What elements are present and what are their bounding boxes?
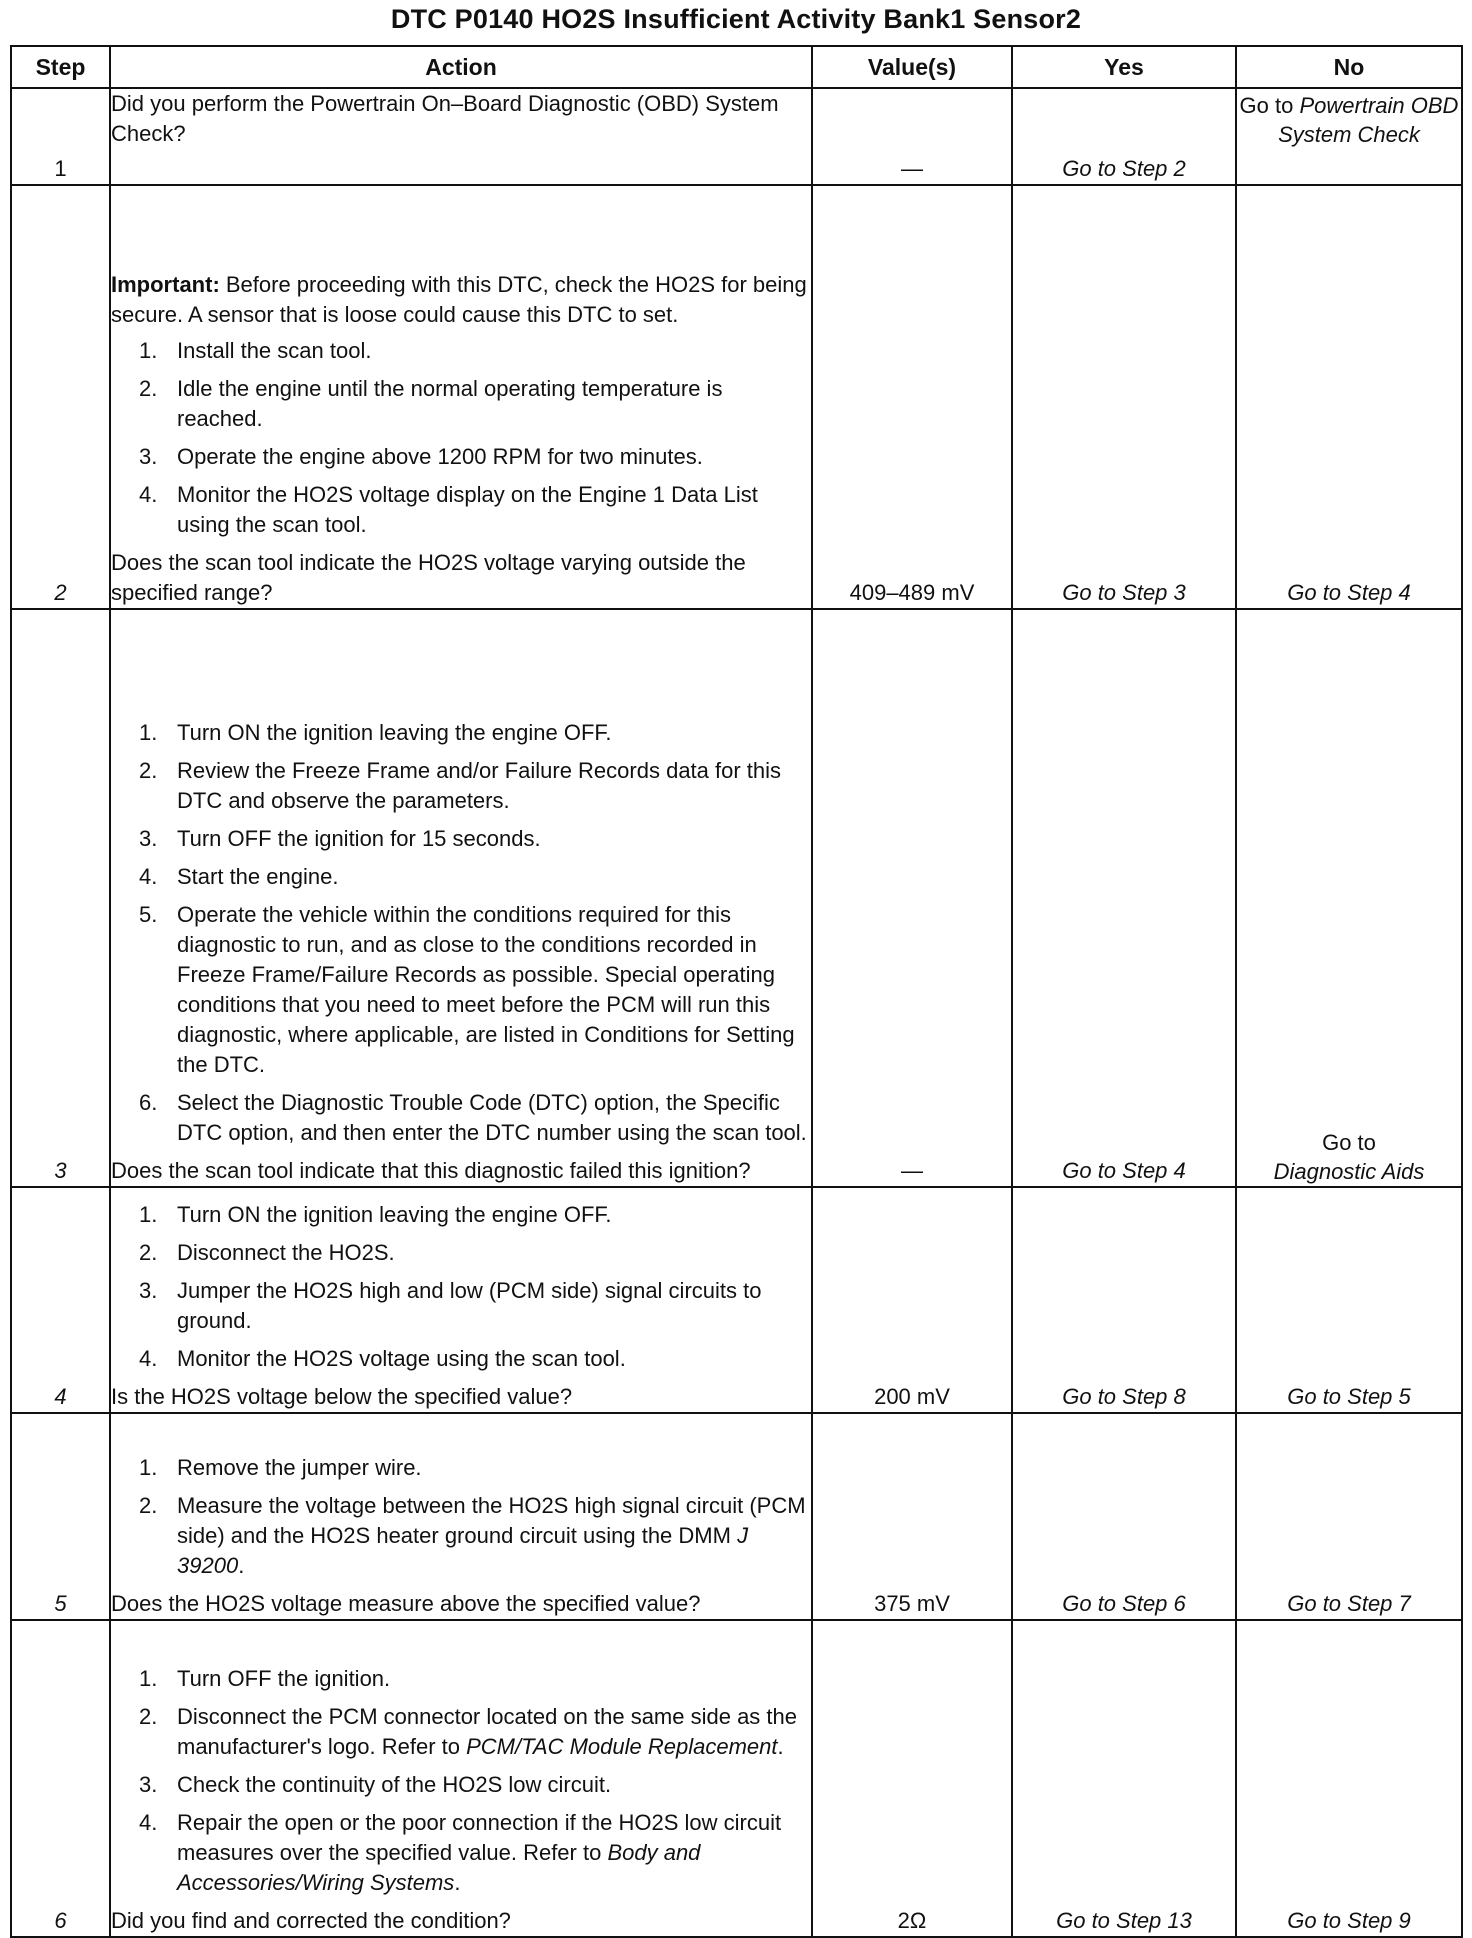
- value-cell: 200 mV: [812, 1187, 1012, 1413]
- list-item: 2. Disconnect the HO2S.: [139, 1240, 395, 1265]
- list-item: 2. Idle the engine until the normal operating temperature is reached.: [139, 376, 723, 431]
- no-prefix: Go to: [1322, 1130, 1376, 1155]
- question-text: Did you find and corrected the condition?: [111, 1908, 511, 1933]
- header-action: Action: [110, 46, 812, 88]
- list-item: 2. Review the Freeze Frame and/or Failure Records data for this DTC and observe the parameters.: [139, 758, 782, 813]
- value-cell: 375 mV: [812, 1413, 1012, 1620]
- list-item: 1. Turn ON the ignition leaving the engine OFF.: [139, 720, 612, 745]
- no-link: Diagnostic Aids: [1273, 1159, 1425, 1184]
- list-item: 1. Remove the jumper wire.: [139, 1455, 422, 1480]
- yes-cell: Go to Step 6: [1012, 1413, 1236, 1620]
- table-row: [11, 88, 1462, 185]
- action-cell: [110, 609, 812, 1187]
- no-prefix: Go to: [1239, 93, 1294, 118]
- step-number: 3: [11, 609, 110, 1187]
- list-item: 5. Operate the vehicle within the conditions required for this diagnostic to run, and as close to the conditions recorded in Freeze Frame/Failure Records as possible. Special operating conditions that you need to meet before the PCM will run this diagnostic, where applicable, are listed in Conditions for Setting the DTC.: [139, 902, 795, 1077]
- no-cell: Go to Step 9: [1236, 1620, 1462, 1937]
- yes-cell: Go to Step 13: [1012, 1620, 1236, 1937]
- table-row: [11, 1620, 1462, 1937]
- step-number: 5: [11, 1413, 110, 1620]
- page-title: DTC P0140 HO2S Insufficient Activity Bank1 Sensor2: [390, 4, 1082, 34]
- list-item: 3. Turn OFF the ignition for 15 seconds.: [139, 826, 541, 851]
- list-item: 3. Check the continuity of the HO2S low circuit.: [139, 1772, 612, 1797]
- step-number: 4: [11, 1187, 110, 1413]
- list-item: 2. Disconnect the PCM connector located on the same side as the manufacturer's logo. Refer to PCM/TAC Module Replacement.: [139, 1704, 798, 1759]
- no-cell: Go to Step 5: [1236, 1187, 1462, 1413]
- list-item: 4. Monitor the HO2S voltage display on the Engine 1 Data List using the scan tool.: [139, 482, 758, 537]
- step-list: [111, 718, 811, 1148]
- action-cell: [110, 1620, 812, 1937]
- step-list: [111, 1453, 811, 1581]
- list-item: 4. Repair the open or the poor connection if the HO2S low circuit measures over the specified value. Refer to Body and Accessories/Wiring Systems.: [139, 1810, 782, 1895]
- yes-cell: Go to Step 3: [1012, 185, 1236, 609]
- list-item: 1. Turn ON the ignition leaving the engine OFF.: [139, 1202, 612, 1227]
- value-cell: 2Ω: [812, 1620, 1012, 1937]
- table-row: [11, 1187, 1462, 1413]
- step-number: 6: [11, 1620, 110, 1937]
- important-text: Before proceeding with this DTC, check the HO2S for being secure. A sensor that is loose could cause this DTC to set.: [111, 272, 807, 327]
- table-row: [11, 609, 1462, 1187]
- yes-cell: Go to Step 4: [1012, 609, 1236, 1187]
- yes-cell: Go to Step 2: [1012, 88, 1236, 185]
- list-item: 4. Monitor the HO2S voltage using the scan tool.: [139, 1346, 626, 1371]
- step-number: 1: [11, 88, 110, 185]
- action-cell: [110, 185, 812, 609]
- list-item: 6. Select the Diagnostic Trouble Code (DTC) option, the Specific DTC option, and then enter the DTC number using the scan tool.: [139, 1090, 807, 1145]
- list-item: 4. Start the engine.: [139, 864, 339, 889]
- header-row: [11, 46, 1462, 88]
- question-text: Does the scan tool indicate the HO2S voltage varying outside the specified range?: [111, 550, 746, 605]
- header-step: Step: [11, 46, 110, 88]
- list-item: 2. Measure the voltage between the HO2S high signal circuit (PCM side) and the HO2S heater ground circuit using the DMM J 39200.: [139, 1493, 806, 1578]
- action-cell: [110, 88, 812, 185]
- step-list: [111, 336, 811, 540]
- header-no: No: [1236, 46, 1462, 88]
- important-note: [111, 270, 811, 330]
- diagnostic-table: [10, 45, 1463, 1938]
- important-label: Important:: [111, 272, 220, 297]
- no-cell: Go to Step 4: [1236, 185, 1462, 609]
- question-text: Does the HO2S voltage measure above the specified value?: [111, 1591, 701, 1616]
- no-cell: Go to Step 7: [1236, 1413, 1462, 1620]
- action-cell: [110, 1413, 812, 1620]
- table-row: [11, 185, 1462, 609]
- action-cell: [110, 1187, 812, 1413]
- question-text: Does the scan tool indicate that this diagnostic failed this ignition?: [111, 1158, 751, 1183]
- value-cell: —: [812, 609, 1012, 1187]
- no-link: Powertrain OBD System Check: [1278, 93, 1459, 147]
- list-item: 3. Operate the engine above 1200 RPM for two minutes.: [139, 444, 703, 469]
- table-row: [11, 1413, 1462, 1620]
- yes-cell: Go to Step 8: [1012, 1187, 1236, 1413]
- list-item: 1. Turn OFF the ignition.: [139, 1666, 391, 1691]
- header-yes: Yes: [1012, 46, 1236, 88]
- value-cell: 409–489 mV: [812, 185, 1012, 609]
- question-text: Did you perform the Powertrain On–Board Diagnostic (OBD) System Check?: [111, 91, 779, 146]
- header-values: Value(s): [812, 46, 1012, 88]
- no-cell: [1236, 88, 1462, 185]
- question-text: Is the HO2S voltage below the specified value?: [111, 1384, 573, 1409]
- step-list: [111, 1664, 811, 1898]
- list-item: 3. Jumper the HO2S high and low (PCM side) signal circuits to ground.: [139, 1278, 762, 1333]
- no-cell: [1236, 609, 1462, 1187]
- step-list: [111, 1200, 811, 1374]
- list-item: 1. Install the scan tool.: [139, 338, 372, 363]
- value-cell: —: [812, 88, 1012, 185]
- step-number: 2: [11, 185, 110, 609]
